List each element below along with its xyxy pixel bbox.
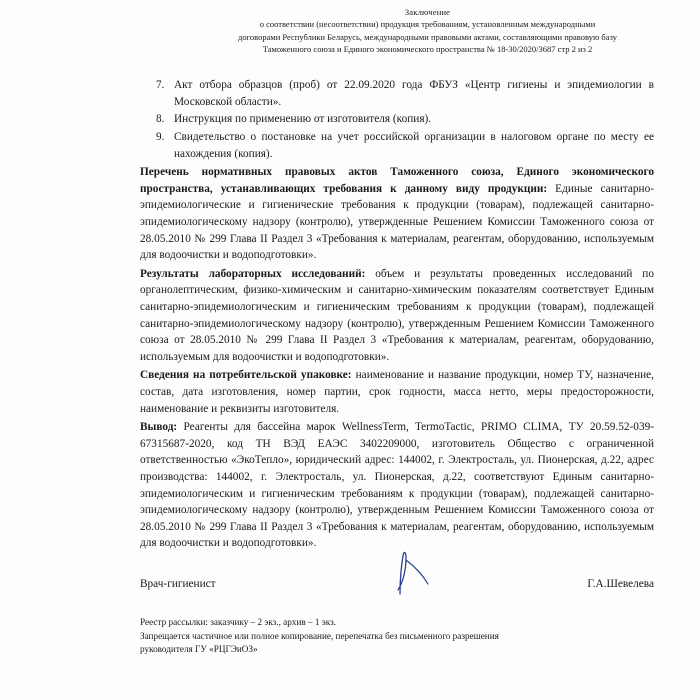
list-item: [140, 111, 654, 128]
footer-line-3: руководителя ГУ «РЦГЭиОЗ»: [140, 644, 258, 655]
paragraph-lead: Результаты лабораторных исследований:: [140, 267, 366, 280]
list-item-text: Акт отбора образцов (проб) от 22.09.2020 года ФБУЗ «Центр гигиены и эпидемиологии в Московской области».: [174, 79, 654, 108]
paragraph-text: Единые санитарно-эпидемиологические и гигиенические требования к продукции (товарам), подлежащей санитарно-эпидемиологическому надзору (контролю), утвержденные Решением Комиссии Таможенного союза от 28.05.2010 № 299 Глава II Раздел 3 «Требования к материалам, реагентам, оборудованию, используемым для водоочистки и водоподготовки».: [140, 182, 654, 262]
list-item-number: 8.: [156, 113, 165, 126]
paragraph-text: объем и результаты проведенных исследований по органолептическим, физико-химическим и санитарно-химическим показателям соответствует Единым санитарно-эпидемиологическим и гигиеническим требованиям к продукции (товарам), подлежащей санитарно-эпидемиологическому надзору (контролю), утвержденным Решением Комиссии Таможенного союза от 28.05.2010 № 299 Глава II Раздел 3 «Требования к материалам, реагентам, оборудованию, используемым для водоочистки и водоподготовки».: [140, 267, 654, 363]
paragraph-conclusion: [140, 419, 654, 552]
list-item-text: Свидетельство о постановке на учет российской организации в налоговом органе по месту ее нахождения (копия).: [174, 131, 654, 160]
paragraph-text: Реагенты для бассейна марок WellnessTerm, TermoTactic, PRIMO CLIMA, ТУ 20.59.52-039-67315687-2020, код ТН ВЭД ЕАЭС 3402209000, изготовитель Общество с ограниченной ответственностью «ЭкоТепло», юридический адрес: 144002, г. Электросталь, ул. Пионерская, д.22, адрес производства: 144002, г. Электросталь, ул. Пионерская, д.22, соответствуют Единым санитарно-эпидемиологическим и гигиеническим требованиям к продукции (товарам), подлежащей санитарно-эпидемиологическому надзору (контролю), утвержденным Решением Комиссии Таможенного союза от 28.05.2010 № 299 Глава II Раздел 3 «Требования к материалам, реагентам, оборудованию, используемым для водоочистки и водоподготовки».: [140, 421, 654, 550]
paragraph-normative-acts: [140, 164, 654, 264]
paragraph-lab-results: [140, 266, 654, 366]
paragraph-lead: Перечень нормативных правовых актов Таможенного союза, Единого экономического пространства, устанавливающих требования к данному виду продукции:: [140, 166, 654, 195]
document-header: [0, 0, 700, 55]
list-item: [140, 77, 654, 110]
header-line-1: о соответствии (несоответствии) продукция требованиям, установленным международными: [259, 19, 596, 30]
footer-line-2: Запрещается частичное или полное копирование, перепечатка без письменного разрешения: [140, 630, 499, 641]
document-body: [0, 77, 700, 552]
footer-line-1: Реестр рассылки: заказчику – 2 экз., архив – 1 экз.: [140, 616, 336, 627]
paragraph-lead: Сведения на потребительской упаковке:: [140, 369, 352, 382]
list-item-number: 7.: [156, 79, 165, 92]
signature-block: [0, 578, 700, 590]
header-title: Заключение: [404, 7, 451, 17]
handwritten-signature-icon: [370, 550, 490, 596]
document-footer: [0, 616, 700, 657]
list-item-number: 9.: [156, 131, 165, 144]
list-item-text: Инструкция по применению от изготовителя (копия).: [174, 113, 432, 126]
header-line-2: договорами Республики Беларусь, международными правовыми актами, составляющими правовую базу: [238, 31, 617, 42]
paragraph-package-info: [140, 367, 654, 417]
signature-role: Врач-гигиенист: [140, 577, 216, 590]
signature-name: Г.А.Шевелева: [587, 577, 654, 590]
paragraph-text: наименование и название продукции, номер ТУ, назначение, состав, дата изготовления, номер партии, срок годности, масса нетто, меры предосторожности, наименование и реквизиты изготовителя.: [140, 369, 654, 415]
header-line-3: Таможенного союза и Единого экономического пространства № 18-30/2020/3687 стр 2 из 2: [262, 43, 593, 54]
list-item: [140, 129, 654, 162]
paragraph-lead: Вывод:: [140, 421, 178, 434]
